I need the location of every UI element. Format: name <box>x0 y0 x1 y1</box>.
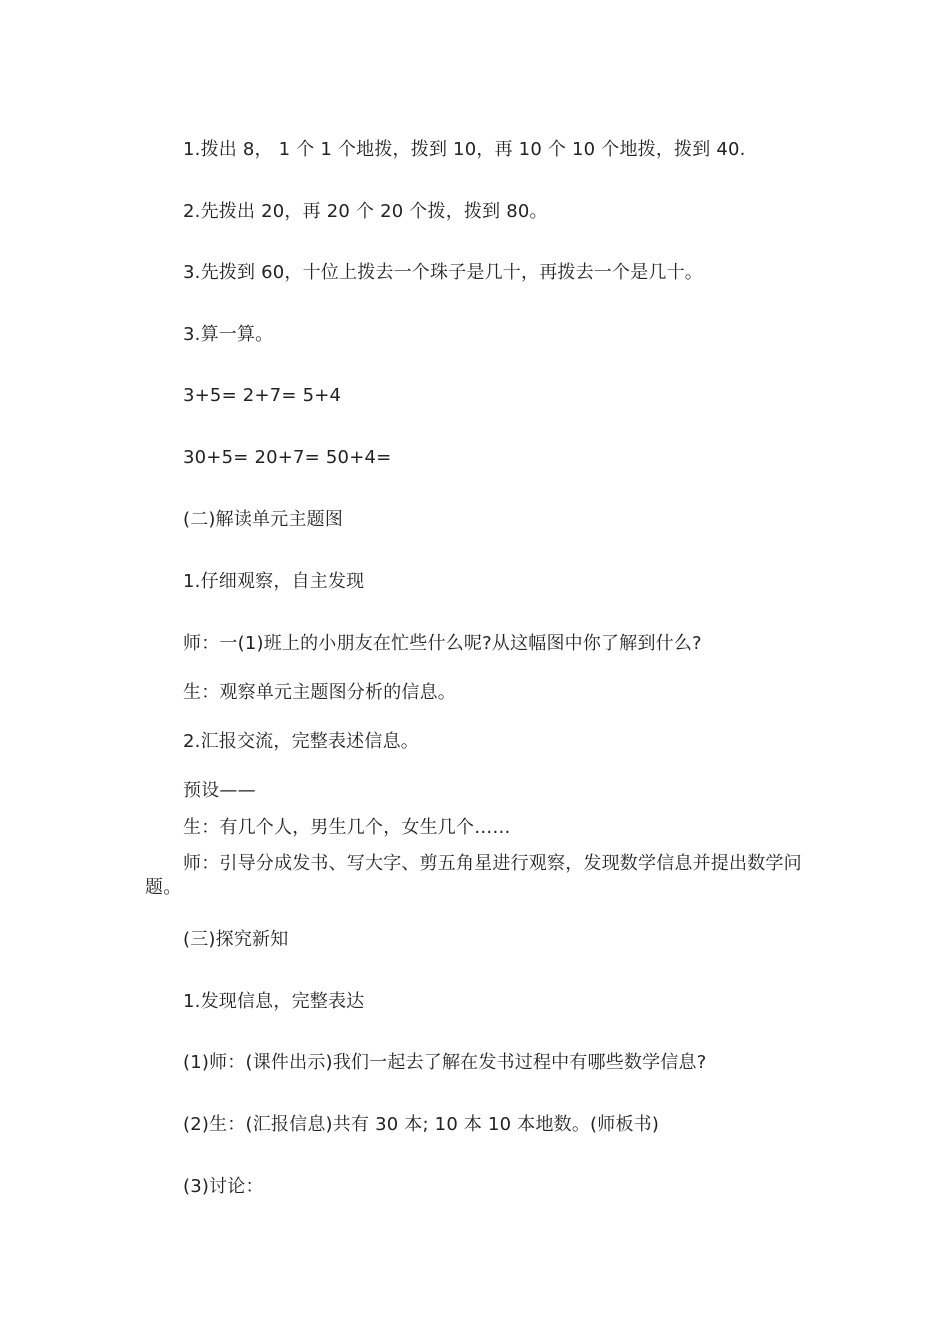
text-line-19: (3)讨论： <box>183 1176 264 1197</box>
text-line-10: 生：观察单元主题图分析的信息。 <box>183 682 456 703</box>
text-line-16: 1.发现信息，完整表达 <box>183 991 365 1012</box>
text-line-13: 生：有几个人，男生几个，女生几个…… <box>183 817 511 838</box>
section-heading-3: (三)探究新知 <box>183 929 289 950</box>
text-line-2: 2.先拨出 20，再 20 个 20 个拨，拨到 80。 <box>183 201 548 222</box>
text-line-5: 3+5= 2+7= 5+4 <box>183 385 342 406</box>
text-line-9: 师：一(1)班上的小朋友在忙些什么呢?从这幅图中你了解到什么? <box>183 633 702 654</box>
text-line-1: 1.拨出 8， 1 个 1 个地拨，拨到 10，再 10 个 10 个地拨，拨到 40. <box>183 139 746 160</box>
text-line-3: 3.先拨到 60，十位上拨去一个珠子是几十，再拨去一个是几十。 <box>183 262 703 283</box>
text-line-6: 30+5= 20+7= 50+4= <box>183 447 392 468</box>
text-line-12: 预设—— <box>183 780 256 801</box>
text-line-8: 1.仔细观察，自主发现 <box>183 571 365 592</box>
text-line-18: (2)生：(汇报信息)共有 30 本; 10 本 10 本地数。(师板书) <box>183 1114 660 1135</box>
text-line-4: 3.算一算。 <box>183 324 274 345</box>
section-heading-2: (二)解读单元主题图 <box>183 509 344 530</box>
text-line-11: 2.汇报交流，完整表述信息。 <box>183 731 419 752</box>
text-paragraph-14: 师：引导分成发书、写大字、剪五角星进行观察，发现数学信息并提出数学问题。 <box>145 853 802 898</box>
text-line-17: (1)师：(课件出示)我们一起去了解在发书过程中有哪些数学信息? <box>183 1052 707 1073</box>
